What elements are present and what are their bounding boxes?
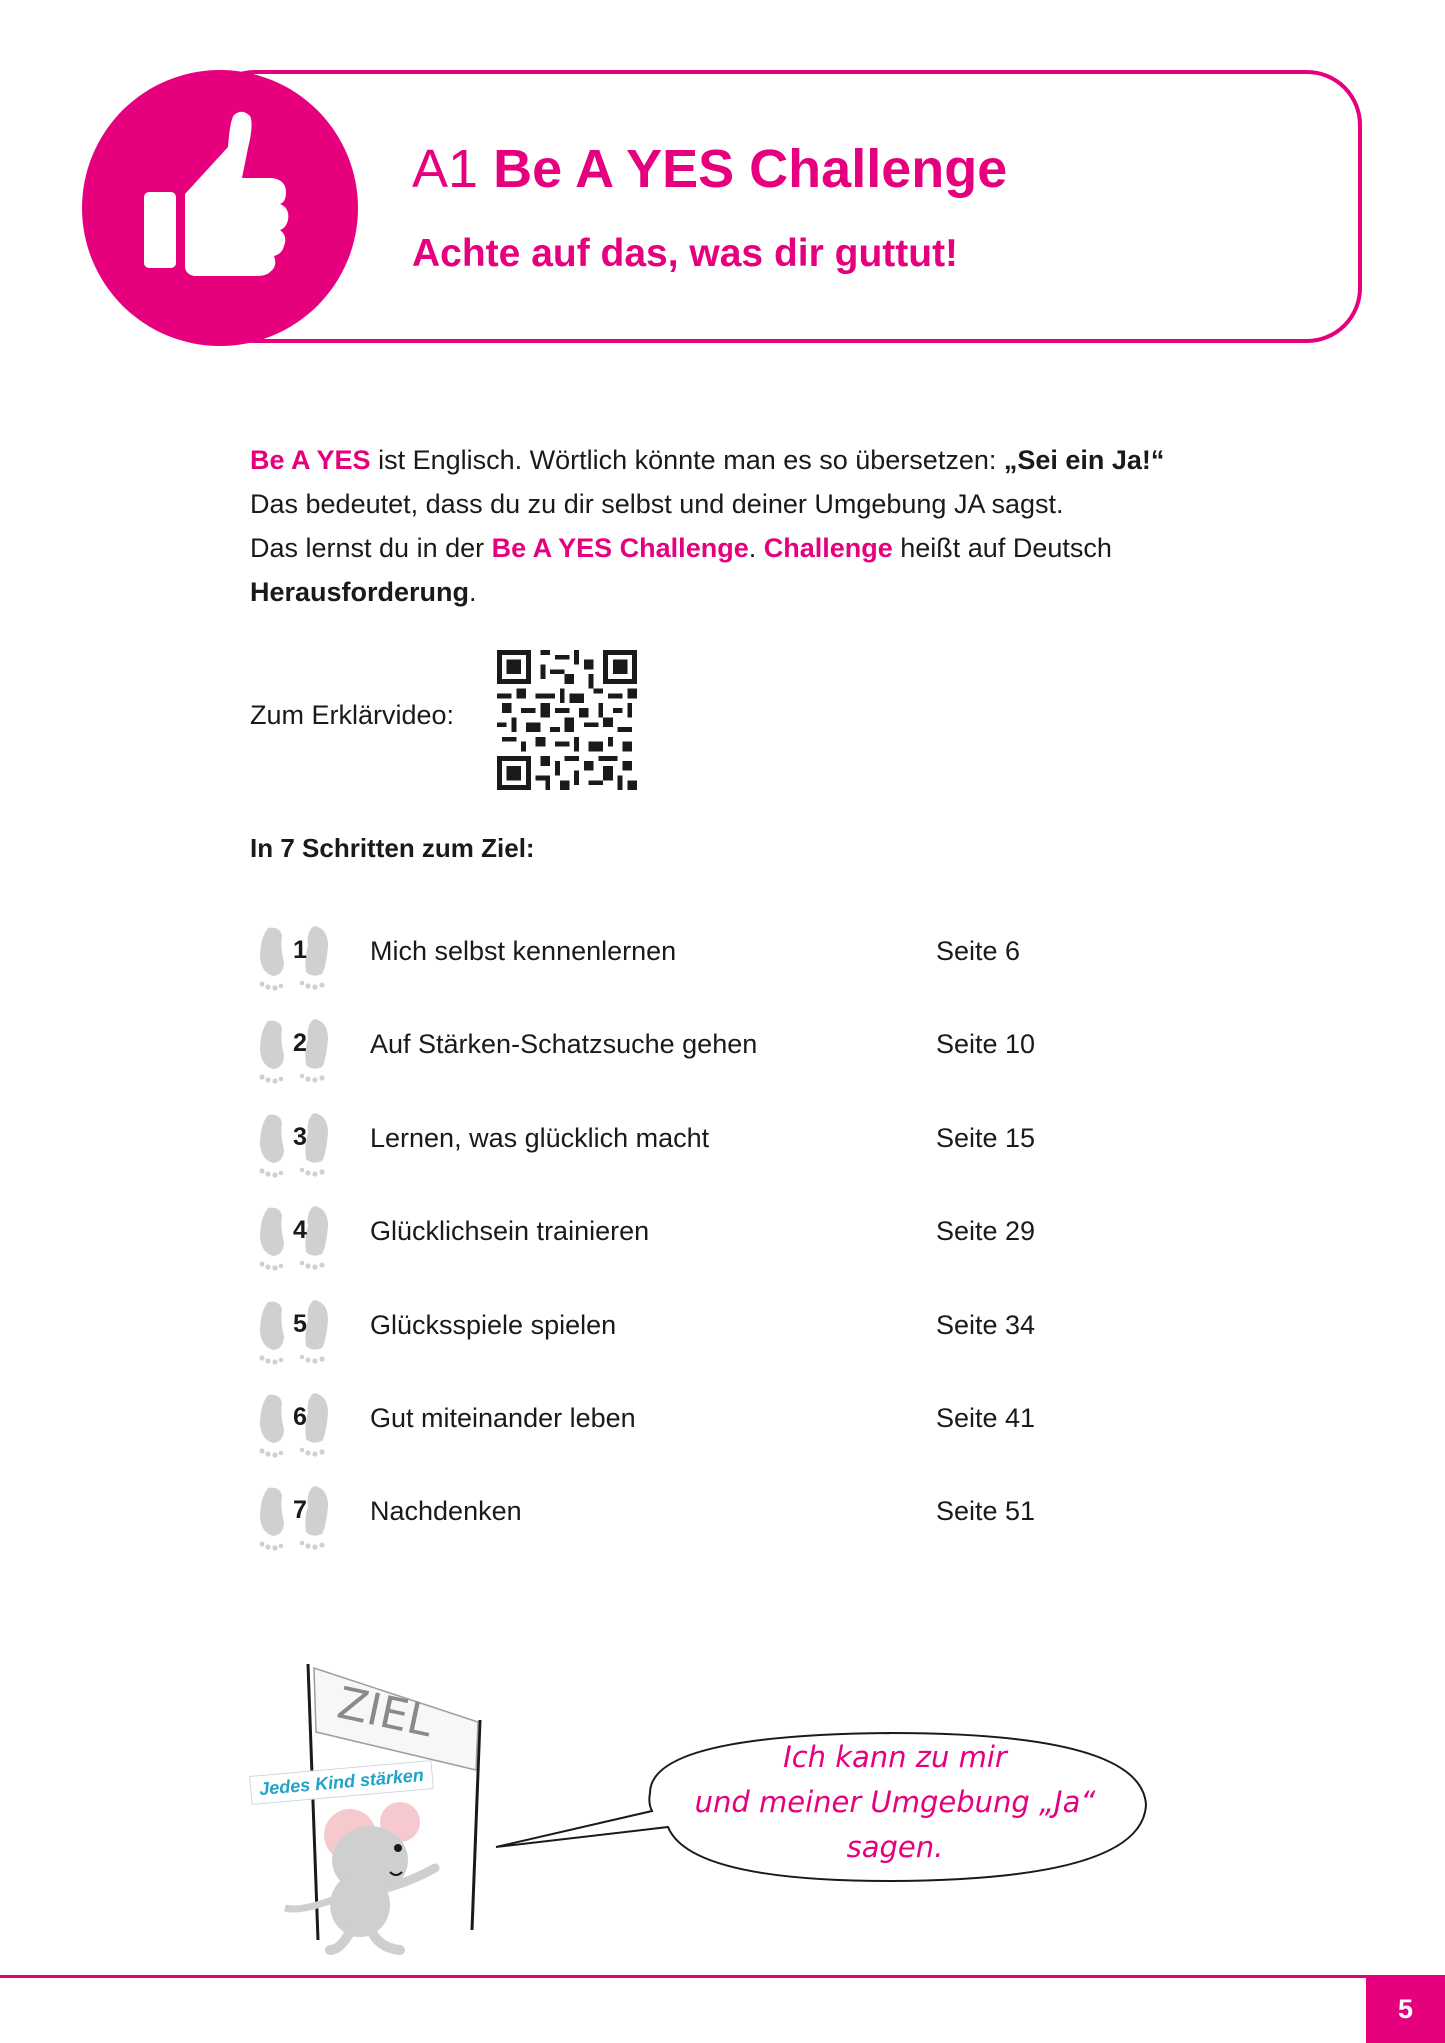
- step-label: Glücksspiele spielen: [370, 1309, 617, 1340]
- step-page-ref: Seite 41: [936, 1403, 1036, 1433]
- intro-line-4: [250, 570, 1250, 614]
- bubble-line: Ich kann zu mir: [783, 1740, 1007, 1774]
- term-herausforderung: Herausforderung: [250, 577, 470, 607]
- step-row: [250, 1198, 1150, 1274]
- term-challenge: Challenge: [763, 533, 893, 563]
- step-label: Mich selbst kennenlernen: [370, 936, 677, 966]
- step-row: [250, 1011, 1150, 1087]
- step-label: Lernen, was glücklich macht: [370, 1122, 710, 1153]
- video-label: Zum Erklärvideo:: [250, 700, 455, 730]
- intro-line-1: [250, 438, 1250, 482]
- translation-quote: „Sei ein Ja!“: [1003, 445, 1165, 475]
- step-page-ref: Seite 51: [936, 1496, 1036, 1527]
- intro-text: .: [748, 533, 764, 563]
- section-code: A1: [412, 139, 479, 199]
- subtitle: Achte auf das, was dir guttut!: [412, 232, 959, 275]
- brand-badge: Jedes Kind stärken: [249, 1760, 434, 1805]
- step-row: [250, 1385, 1150, 1461]
- mouse-finish-line-illustration: [240, 1650, 500, 1960]
- step-label: Nachdenken: [370, 1496, 522, 1527]
- header-frame: [200, 70, 1362, 343]
- step-row: [250, 918, 1150, 994]
- step-page-ref: Seite 34: [936, 1309, 1036, 1340]
- step-label: Auf Stärken-Schatzsuche gehen: [370, 1029, 758, 1060]
- title-text: Be A YES Challenge: [493, 139, 1008, 199]
- intro-line-3: [250, 526, 1250, 570]
- step-label: Glücklichsein trainieren: [370, 1216, 650, 1247]
- step-number: 1: [293, 936, 307, 964]
- step-number: 7: [293, 1496, 307, 1525]
- flag-text: ZIEL: [333, 1677, 438, 1748]
- intro-paragraph: [250, 438, 1250, 614]
- steps-heading: In 7 Schritten zum Ziel:: [250, 833, 535, 863]
- step-number: 3: [293, 1122, 307, 1151]
- bubble-line: und meiner Umgebung „Ja“: [694, 1785, 1096, 1819]
- bubble-line: sagen.: [846, 1830, 944, 1864]
- step-page-ref: Seite 29: [936, 1216, 1036, 1247]
- intro-line-2: Das bedeutet, dass du zu dir selbst und deiner Umgebung JA sagst.: [250, 489, 1064, 519]
- footer-line: [0, 1975, 1366, 1978]
- intro-text: .: [469, 577, 477, 607]
- step-page-ref: Seite 6: [936, 936, 1021, 966]
- step-number: 5: [293, 1309, 307, 1338]
- intro-text: Das lernst du in der: [250, 533, 492, 563]
- step-number: 6: [293, 1403, 307, 1431]
- speech-bubble-text: [660, 1735, 1130, 1870]
- step-row: [250, 1292, 1150, 1368]
- step-row: [250, 1105, 1150, 1181]
- step-number: 4: [293, 1216, 307, 1245]
- qr-code-icon[interactable]: [497, 650, 637, 790]
- step-page-ref: Seite 10: [936, 1029, 1036, 1060]
- step-page-ref: Seite 15: [936, 1122, 1036, 1153]
- step-row: [250, 1478, 1150, 1554]
- page-title: [412, 138, 1007, 200]
- intro-text: ist Englisch. Wörtlich könnte man es so übersetzen:: [370, 445, 1004, 475]
- thumbs-up-icon: [82, 70, 358, 346]
- step-label: Gut miteinander leben: [370, 1403, 636, 1433]
- step-number: 2: [293, 1029, 307, 1058]
- intro-text: heißt auf Deutsch: [892, 533, 1112, 563]
- term-challenge-name: Be A YES Challenge: [491, 533, 749, 563]
- term-be-a-yes: Be A YES: [250, 445, 371, 475]
- page-number: 5: [1366, 1975, 1445, 2043]
